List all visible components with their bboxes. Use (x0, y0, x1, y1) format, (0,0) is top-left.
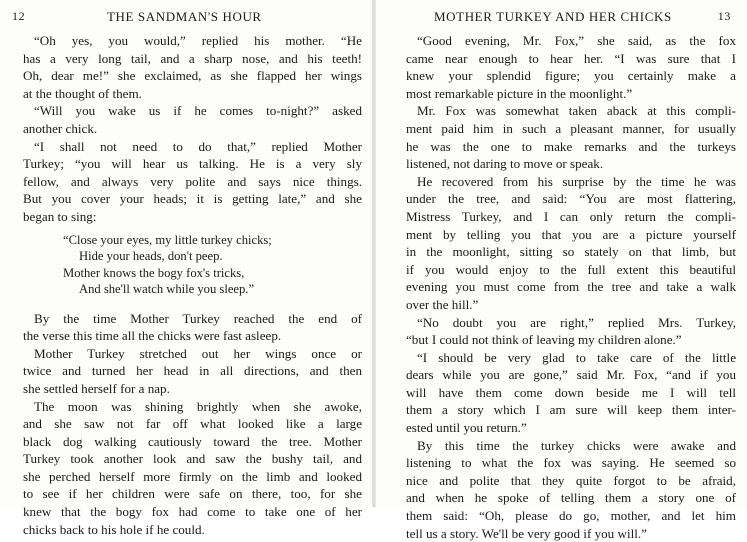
text-line: in the moonlight, sitting so stately on that limb, but (406, 244, 736, 260)
text-line: will have them come down beside me I will tell (406, 384, 736, 400)
text-line: But you cover your heads; it is getting late,” and she (23, 191, 362, 207)
text-line: has a very long tail, and a sharp nose, and his teeth! (23, 50, 362, 66)
text-line: ested until you return.” (406, 420, 527, 436)
text-line: Turkey took another look and saw the bushy tail, and (23, 451, 362, 467)
book-title-header: THE SANDMAN'S HOUR (107, 9, 262, 24)
text-line: and she saw not far off what looked like a large (23, 416, 362, 432)
song-verse (23, 232, 362, 298)
text-line: “Will you wake us if he comes to-night?” asked (34, 103, 362, 119)
text-line: listening to what the fox was saying. He seemed so (406, 455, 736, 471)
text-line: he was the one to make remarks and the turkeys (406, 138, 736, 154)
paragraph (23, 345, 362, 398)
paragraph (23, 398, 362, 539)
text-line: Mistress Turkey, and I can only return the compli- (406, 208, 736, 224)
text-line: By this time the turkey chicks were awake and (417, 437, 736, 453)
text-line: “Oh yes, you would,” replied his mother. “He (34, 33, 362, 48)
text-line: came near enough to hear her. “I was sure that I (406, 50, 736, 66)
text-line: began to sing: (23, 208, 97, 224)
paragraph (406, 314, 736, 349)
text-line: over the hill.” (406, 296, 479, 312)
right-page (376, 0, 747, 541)
text-line: them a story which I am sure will keep them inter- (406, 402, 736, 418)
verse-line: “Close your eyes, my little turkey chicks; (63, 232, 272, 247)
text-line: knew your splendid figure; you certainly make a (406, 68, 736, 84)
paragraph (23, 102, 362, 137)
paragraph (406, 349, 736, 437)
text-line: most remarkable picture in the moonlight.” (406, 85, 633, 101)
right-page-text (406, 32, 736, 542)
text-line: “I shall not need to do that,” replied Mother (34, 138, 362, 154)
text-line: and when he spoke of telling them a story one of (406, 490, 736, 506)
verse-line: And she'll watch while you sleep.” (79, 282, 255, 297)
text-line: ment paid him in such a pleasant manner, for usually (406, 120, 736, 136)
text-line: twice and turned her head in all directions, and then (23, 363, 362, 379)
verse-line: Hide your heads, don't peep. (79, 249, 223, 264)
left-page (0, 0, 372, 537)
text-line: “I should be very glad to take care of the little (417, 349, 736, 365)
text-line: He recovered from his surprise by the time he was (417, 173, 736, 189)
text-line: another chick. (23, 120, 98, 136)
left-running-head (12, 9, 360, 25)
text-line: she perched herself more firmly on the limb and looked (23, 468, 362, 484)
text-line: The moon was shining brightly when she awoke, (34, 398, 362, 414)
paragraph (23, 310, 362, 345)
paragraph (406, 173, 736, 314)
text-line: chicks back to his hole if he could. (23, 521, 205, 537)
page-number-right: 13 (717, 9, 731, 23)
paragraph (23, 32, 362, 102)
text-line: evening you must come from the tree and take a walk (406, 279, 736, 295)
text-line: Oh, dear me!” she exclaimed, as she flapped her wings (23, 68, 362, 84)
text-line: tell us a story. We'll be very good if you will.” (406, 525, 647, 541)
text-line: them said: “Oh, please do go, mother, and let him (406, 508, 736, 524)
text-line: Mother Turkey stretched out her wings once or (34, 345, 362, 361)
text-line: ment by telling you that you are a picture yourself (406, 226, 736, 242)
paragraph (406, 32, 736, 102)
text-line: black dog walking cautiously toward the tree. Mother (23, 433, 362, 449)
text-line: “No doubt you are right,” replied Mrs. Turkey, (417, 314, 736, 330)
text-line: By the time Mother Turkey reached the end of (34, 310, 362, 326)
text-line: Mr. Fox was somewhat taken aback at this compli- (417, 103, 736, 119)
page-number-left: 12 (12, 9, 26, 23)
text-line: to see if her children were safe on there, too, for she (23, 486, 362, 502)
paragraph (23, 138, 362, 226)
text-line: nice and polite that they quite forgot to be afraid, (406, 472, 736, 488)
left-page-text (23, 32, 362, 538)
text-line: Turkey; “you will hear us talking. He is a very sly (23, 156, 362, 172)
text-line: the verse this time all the chicks were fast asleep. (23, 328, 282, 344)
text-line: fellow, and always very polite and says nice things. (23, 173, 362, 189)
text-line: if you would enjoy to the full extent this beautiful (406, 261, 736, 277)
text-line: “Good evening, Mr. Fox,” she said, as the fox (417, 33, 736, 48)
verse-line: Mother knows the bogy fox's tricks, (63, 265, 245, 280)
text-line: dears while you are gone,” said Mr. Fox, “and if you (406, 367, 736, 383)
chapter-title-header: MOTHER TURKEY AND HER CHICKS (434, 9, 672, 24)
paragraph (406, 102, 736, 172)
text-line: “but I could not think of leaving my children alone.” (406, 332, 682, 348)
text-line: at the thought of them. (23, 85, 142, 101)
text-line: she settled herself for a nap. (23, 380, 170, 396)
paragraph (406, 437, 736, 542)
text-line: under the tree, and said: “You are most flattering, (406, 191, 736, 207)
text-line: knew that the bogy fox had come to take one of her (23, 504, 362, 520)
right-running-head (434, 9, 731, 25)
text-line: listened, not daring to move or speak. (406, 156, 604, 172)
